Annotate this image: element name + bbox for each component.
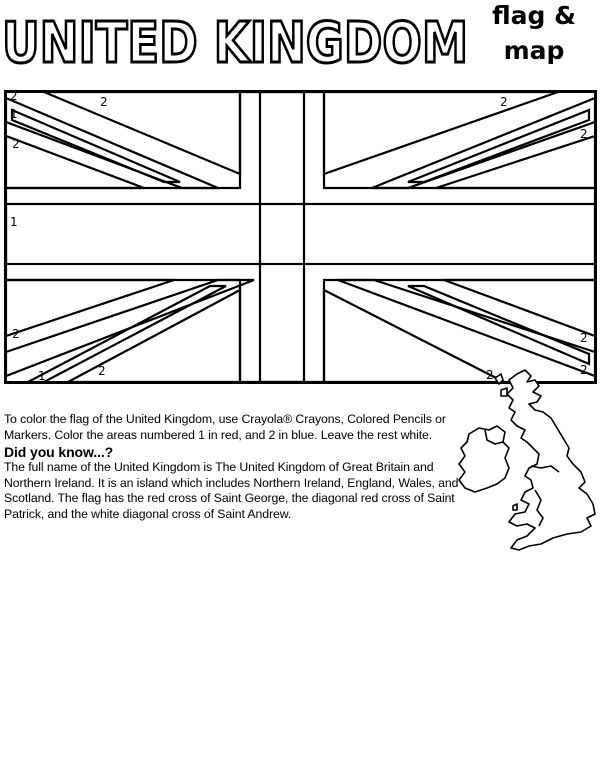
flag-blue-tl-lower: [6, 136, 144, 188]
flag-label: 2: [486, 368, 494, 382]
flag-red-cross-horizontal: [6, 204, 595, 264]
flag-blue-bl-lower: [68, 290, 240, 382]
page-subtitle: [470, 0, 598, 68]
flag-label: 1: [10, 107, 18, 121]
flag-red-cross-vertical: [260, 92, 304, 382]
flag-label: 2: [98, 364, 106, 378]
flag-diag-tr-white: [372, 98, 595, 188]
did-you-know-fact: The full name of the United Kingdom is The United Kingdom of Great Britain and Northern Ireland. It is an island which includes Northern Ireland, England, Wales, and Scotland. The flag has the red cross of Saint George, the diagonal red cross of Saint Patrick, and the white diagonal cross of Saint Andrew.: [4, 460, 459, 521]
flag-label: 2: [580, 363, 588, 377]
page-title-text: UNITED KINGDOM: [2, 11, 468, 72]
island-outline: [501, 388, 507, 396]
uk-map-outline-icon: [455, 368, 601, 560]
flag-label: 2: [100, 95, 108, 109]
flag-label: 2: [500, 95, 508, 109]
great-britain-outline: [507, 370, 595, 550]
subtitle-line-1: flag &: [492, 1, 576, 30]
island-outline: [495, 374, 503, 384]
subtitle-line-2: map: [503, 36, 565, 65]
flag-label: 2: [10, 90, 18, 103]
flag-label: 1: [38, 369, 46, 383]
flag-label: 2: [12, 137, 20, 151]
coloring-instructions: To color the flag of the United Kingdom, use Crayola® Crayons, Colored Pencils or Markers. Color the areas numbered 1 in red, and 2 in blue. Leave the rest white.: [4, 412, 446, 442]
flag-diag-tl-white: [6, 98, 218, 188]
flag-diag-tl-red: [12, 110, 180, 182]
page-title: [0, 0, 470, 72]
flag-diag-br-red: [408, 286, 589, 364]
flag-label: 2: [580, 331, 588, 345]
did-you-know-heading: Did you know...?: [4, 444, 114, 461]
ireland-outline: [459, 426, 509, 492]
flag-label: 1: [10, 215, 18, 229]
flag-label: 2: [12, 327, 20, 341]
flag-blue-tr-upper: [324, 92, 558, 174]
union-jack-flag-outline: [4, 90, 597, 384]
flag-label: 2: [580, 127, 588, 141]
island-outline: [513, 504, 517, 510]
instructions-block: [4, 412, 466, 523]
